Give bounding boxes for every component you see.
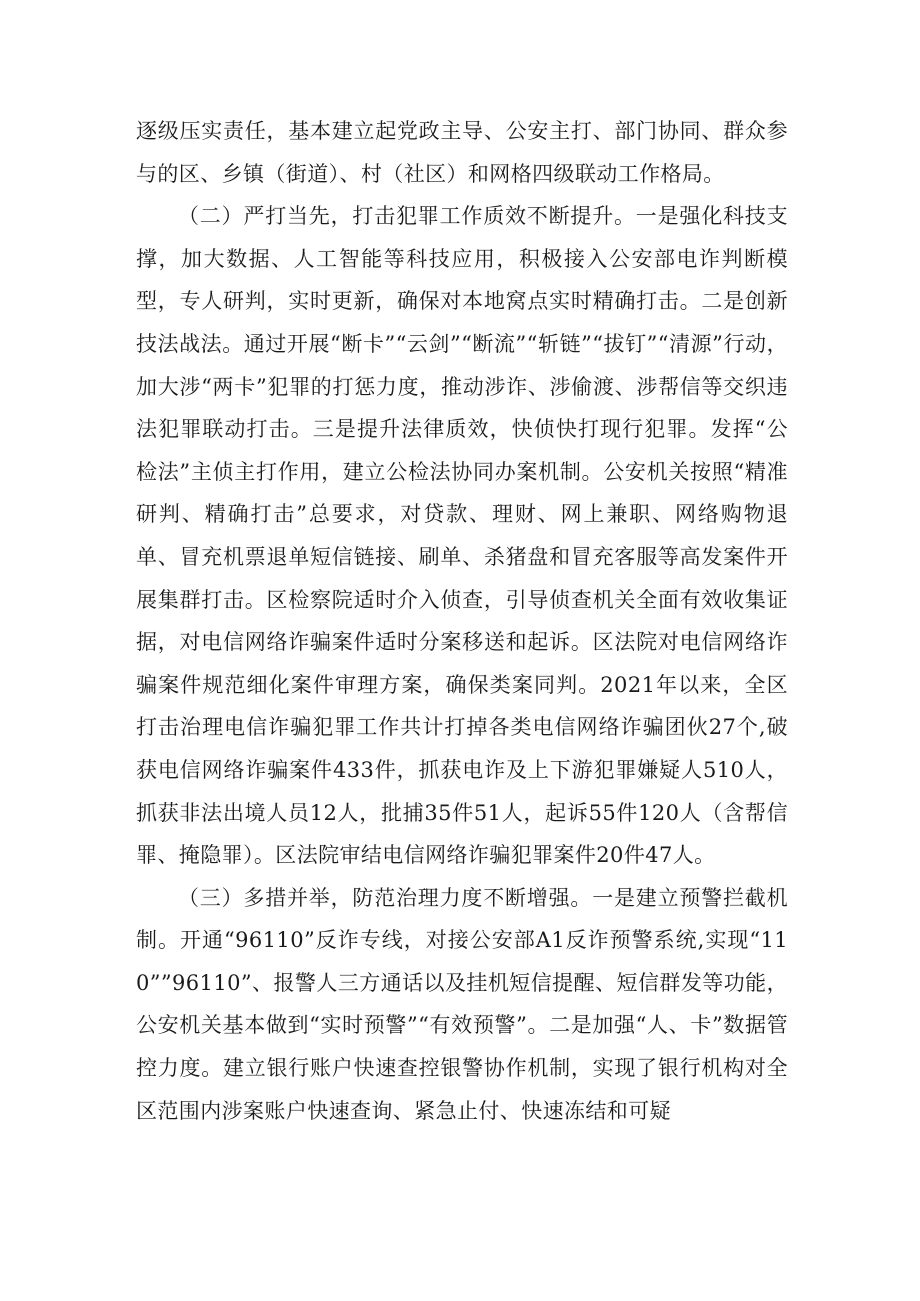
body-text [136, 110, 788, 1132]
paragraph-section-three: （三）多措并举，防范治理力度不断增强。一是建立预警拦截机制。开通“96110”反诈专线，对接公安部A1反诈预警系统,实现“110””96110”、报警人三方通话以及挂机短信提醒、短信群发等功能，公安机关基本做到“实时预警”“有效预警”。二是加强“人、卡”数据管控力度。建立银行账户快速查控银警协作机制，实现了银行机构对全区范围内涉案账户快速查询、紧急止付、快速冻结和可疑 [136, 885, 788, 1123]
paragraph-section-two: （二）严打当先，打击犯罪工作质效不断提升。一是强化科技支撑，加大数据、人工智能等科技应用，积极接入公安部电诈判断模型，专人研判，实时更新，确保对本地窝点实时精确打击。二是创新技法战法。通过开展“断卡”“云剑”“断流”“斩链”“拔钉”“清源”行动，加大涉“两卡”犯罪的打惩力度，推动涉诈、涉偷渡、涉帮信等交织违法犯罪联动打击。三是提升法律质效，快侦快打现行犯罪。发挥“公检法”主侦主打作用，建立公检法协同办案机制。公安机关按照“精准研判、精确打击”总要求，对贷款、理财、网上兼职、网络购物退单、冒充机票退单短信链接、刷单、杀猪盘和冒充客服等高发案件开展集群打击。区检察院适时介入侦查，引导侦查机关全面有效收集证据，对电信网络诈骗案件适时分案移送和起诉。区法院对电信网络诈骗案件规范细化案件审理方案，确保类案同判。2021年以来，全区打击治理电信诈骗犯罪工作共计打掉各类电信网络诈骗团伙27个,破获电信网络诈骗案件433件，抓获电诈及上下游犯罪嫌疑人510人，抓获非法出境人员12人，批捕35件51人，起诉55件120人（含帮信罪、掩隐罪）。区法院审结电信网络诈骗犯罪案件20件47人。 [136, 204, 788, 868]
paragraph-continuation: 逐级压实责任，基本建立起党政主导、公安主打、部门协同、群众参与的区、乡镇（街道）、村（社区）和网格四级联动工作格局。 [136, 119, 788, 186]
